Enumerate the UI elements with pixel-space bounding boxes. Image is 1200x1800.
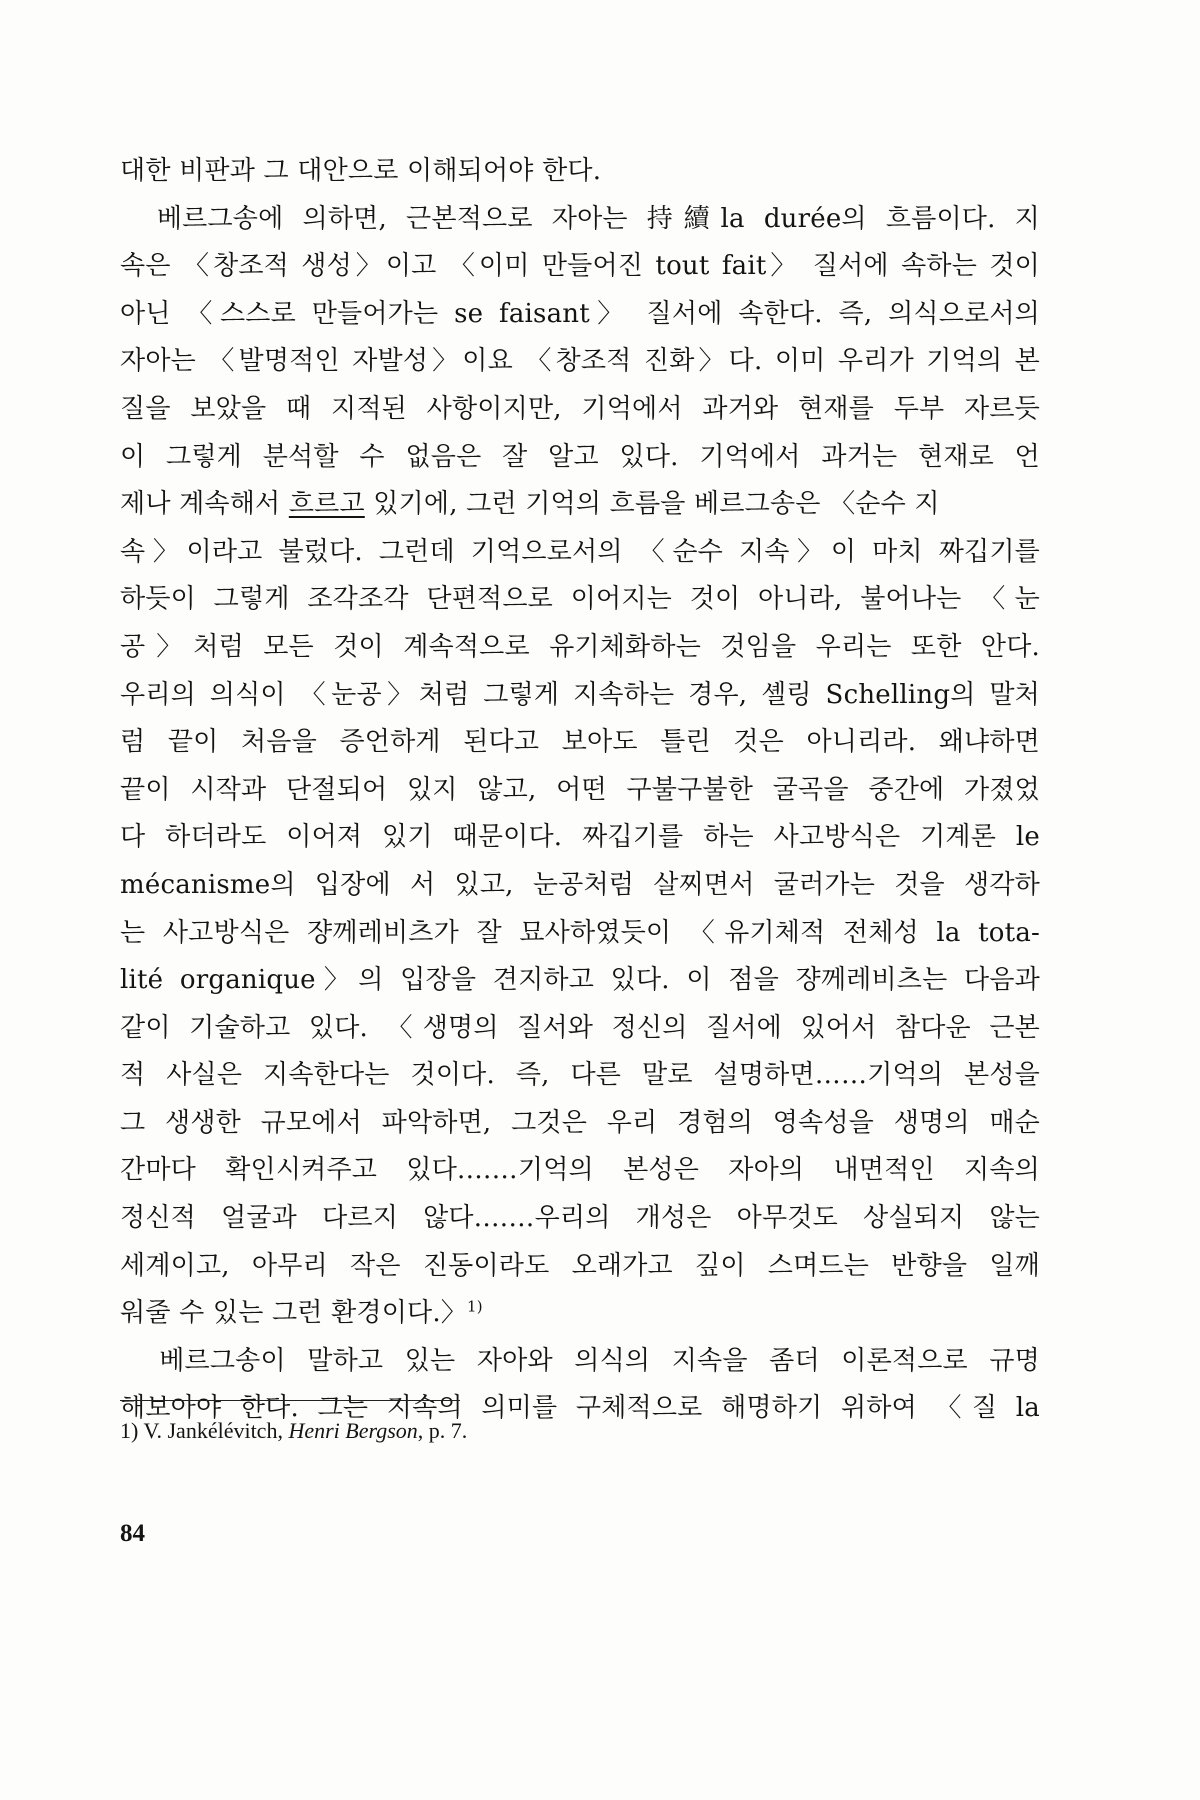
page-number: 84 bbox=[120, 1520, 145, 1547]
text-line: 같이 기술하고 있다. 〈생명의 질서와 정신의 질서에 있어서 참다운 근본 bbox=[120, 1012, 1040, 1043]
text-line: 하듯이 그렇게 조각조각 단편적으로 이어지는 것이 아니라, 불어나는 〈눈 bbox=[120, 584, 1040, 615]
text-line: mécanisme의 입장에 서 있고, 눈공처럼 살찌면서 굴러가는 것을 생각하 bbox=[120, 869, 1040, 900]
text-line: 우리의 의식이 〈눈공〉처럼 그렇게 지속하는 경우, 셸링 Schelling의 말처 bbox=[120, 679, 1040, 710]
text-line: 해보아야 한다. 그는 지속의 의미를 구체적으로 해명하기 위하여 〈질 la bbox=[120, 1393, 1040, 1424]
text-line bbox=[120, 1290, 1040, 1338]
text-line: 간마다 확인시켜주고 있다.……기억의 본성은 자아의 내면적인 지속의 bbox=[120, 1155, 1040, 1186]
text-line: 베르그송에 의하면, 근본적으로 자아는 持續la durée의 흐름이다. 지 bbox=[120, 203, 1040, 234]
text-line: 속〉이라고 불렀다. 그런데 기억으로서의 〈순수 지속〉이 마치 짜깁기를 bbox=[120, 536, 1040, 567]
text-line bbox=[120, 481, 1040, 529]
text-line: 끝이 시작과 단절되어 있지 않고, 어떤 구불구불한 굴곡을 중간에 가졌었 bbox=[120, 774, 1040, 805]
text-line: 자아는 〈발명적인 자발성〉이요 〈창조적 진화〉다. 이미 우리가 기억의 본 bbox=[120, 346, 1040, 377]
text-line: 세계이고, 아무리 작은 진동이라도 오래가고 깊이 스며드는 반향을 일깨 bbox=[120, 1250, 1040, 1281]
text-line: 베르그송이 말하고 있는 자아와 의식의 지속을 좀더 이론적으로 규명 bbox=[120, 1345, 1040, 1376]
text-line: 공〉처럼 모든 것이 계속적으로 유기체화하는 것임을 우리는 또한 안다. bbox=[120, 631, 1040, 662]
text-line: lité organique〉의 입장을 견지하고 있다. 이 점을 쟝께레비츠는 다음과 bbox=[120, 965, 1040, 996]
text-line: 럼 끝이 처음을 증언하게 된다고 보아도 틀린 것은 아니리라. 왜냐하면 bbox=[120, 727, 1040, 758]
text-line: 그 생생한 규모에서 파악하면, 그것은 우리 경험의 영속성을 생명의 매순 bbox=[120, 1107, 1040, 1138]
text-line: 적 사실은 지속한다는 것이다. 즉, 다른 말로 설명하면……기억의 본성을 bbox=[120, 1060, 1040, 1091]
line-segment: 있기에, 그런 기억의 흐름을 베르그송은 〈순수 지 bbox=[364, 489, 940, 520]
text-line: 정신적 얼굴과 다르지 않다.……우리의 개성은 아무것도 상실되지 않는 bbox=[120, 1203, 1040, 1234]
line-segment: 제나 계속해서 bbox=[120, 489, 289, 520]
footnote-number: 1) bbox=[120, 1418, 144, 1443]
text-line: 다 하더라도 이어져 있기 때문이다. 짜깁기를 하는 사고방식은 기계론 le bbox=[120, 822, 1040, 853]
text-line: 질을 보았을 때 지적된 사항이지만, 기억에서 과거와 현재를 두부 자르듯 bbox=[120, 393, 1040, 424]
text-line: 이 그렇게 분석할 수 없음은 잘 알고 있다. 기억에서 과거는 현재로 언 bbox=[120, 441, 1040, 472]
text-line: 아닌 〈스스로 만들어가는 se faisant〉 질서에 속한다. 즉, 의식으로서의 bbox=[120, 298, 1040, 329]
footnote-author: V. Jankélévitch, bbox=[143, 1418, 289, 1443]
text-line: 속은 〈창조적 생성〉이고 〈이미 만들어진 tout fait〉 질서에 속하는 것이 bbox=[120, 251, 1040, 282]
text-line: 대한 비판과 그 대안으로 이해되어야 한다. bbox=[120, 156, 602, 186]
footnote-divider bbox=[120, 1400, 460, 1401]
footnote-page: , p. 7. bbox=[417, 1418, 468, 1443]
line-segment: 워줄 수 있는 그런 환경이다.〉 bbox=[120, 1298, 467, 1329]
text-line: 는 사고방식은 쟝께레비츠가 잘 묘사하였듯이 〈유기체적 전체성 la tota- bbox=[120, 917, 1040, 948]
footnote-reference[interactable]: 1) bbox=[467, 1297, 483, 1316]
underlined-word: 흐르고 bbox=[288, 489, 365, 520]
body-text bbox=[120, 148, 1040, 1433]
footnote bbox=[120, 1418, 467, 1444]
footnote-title: Henri Bergson bbox=[288, 1418, 418, 1443]
